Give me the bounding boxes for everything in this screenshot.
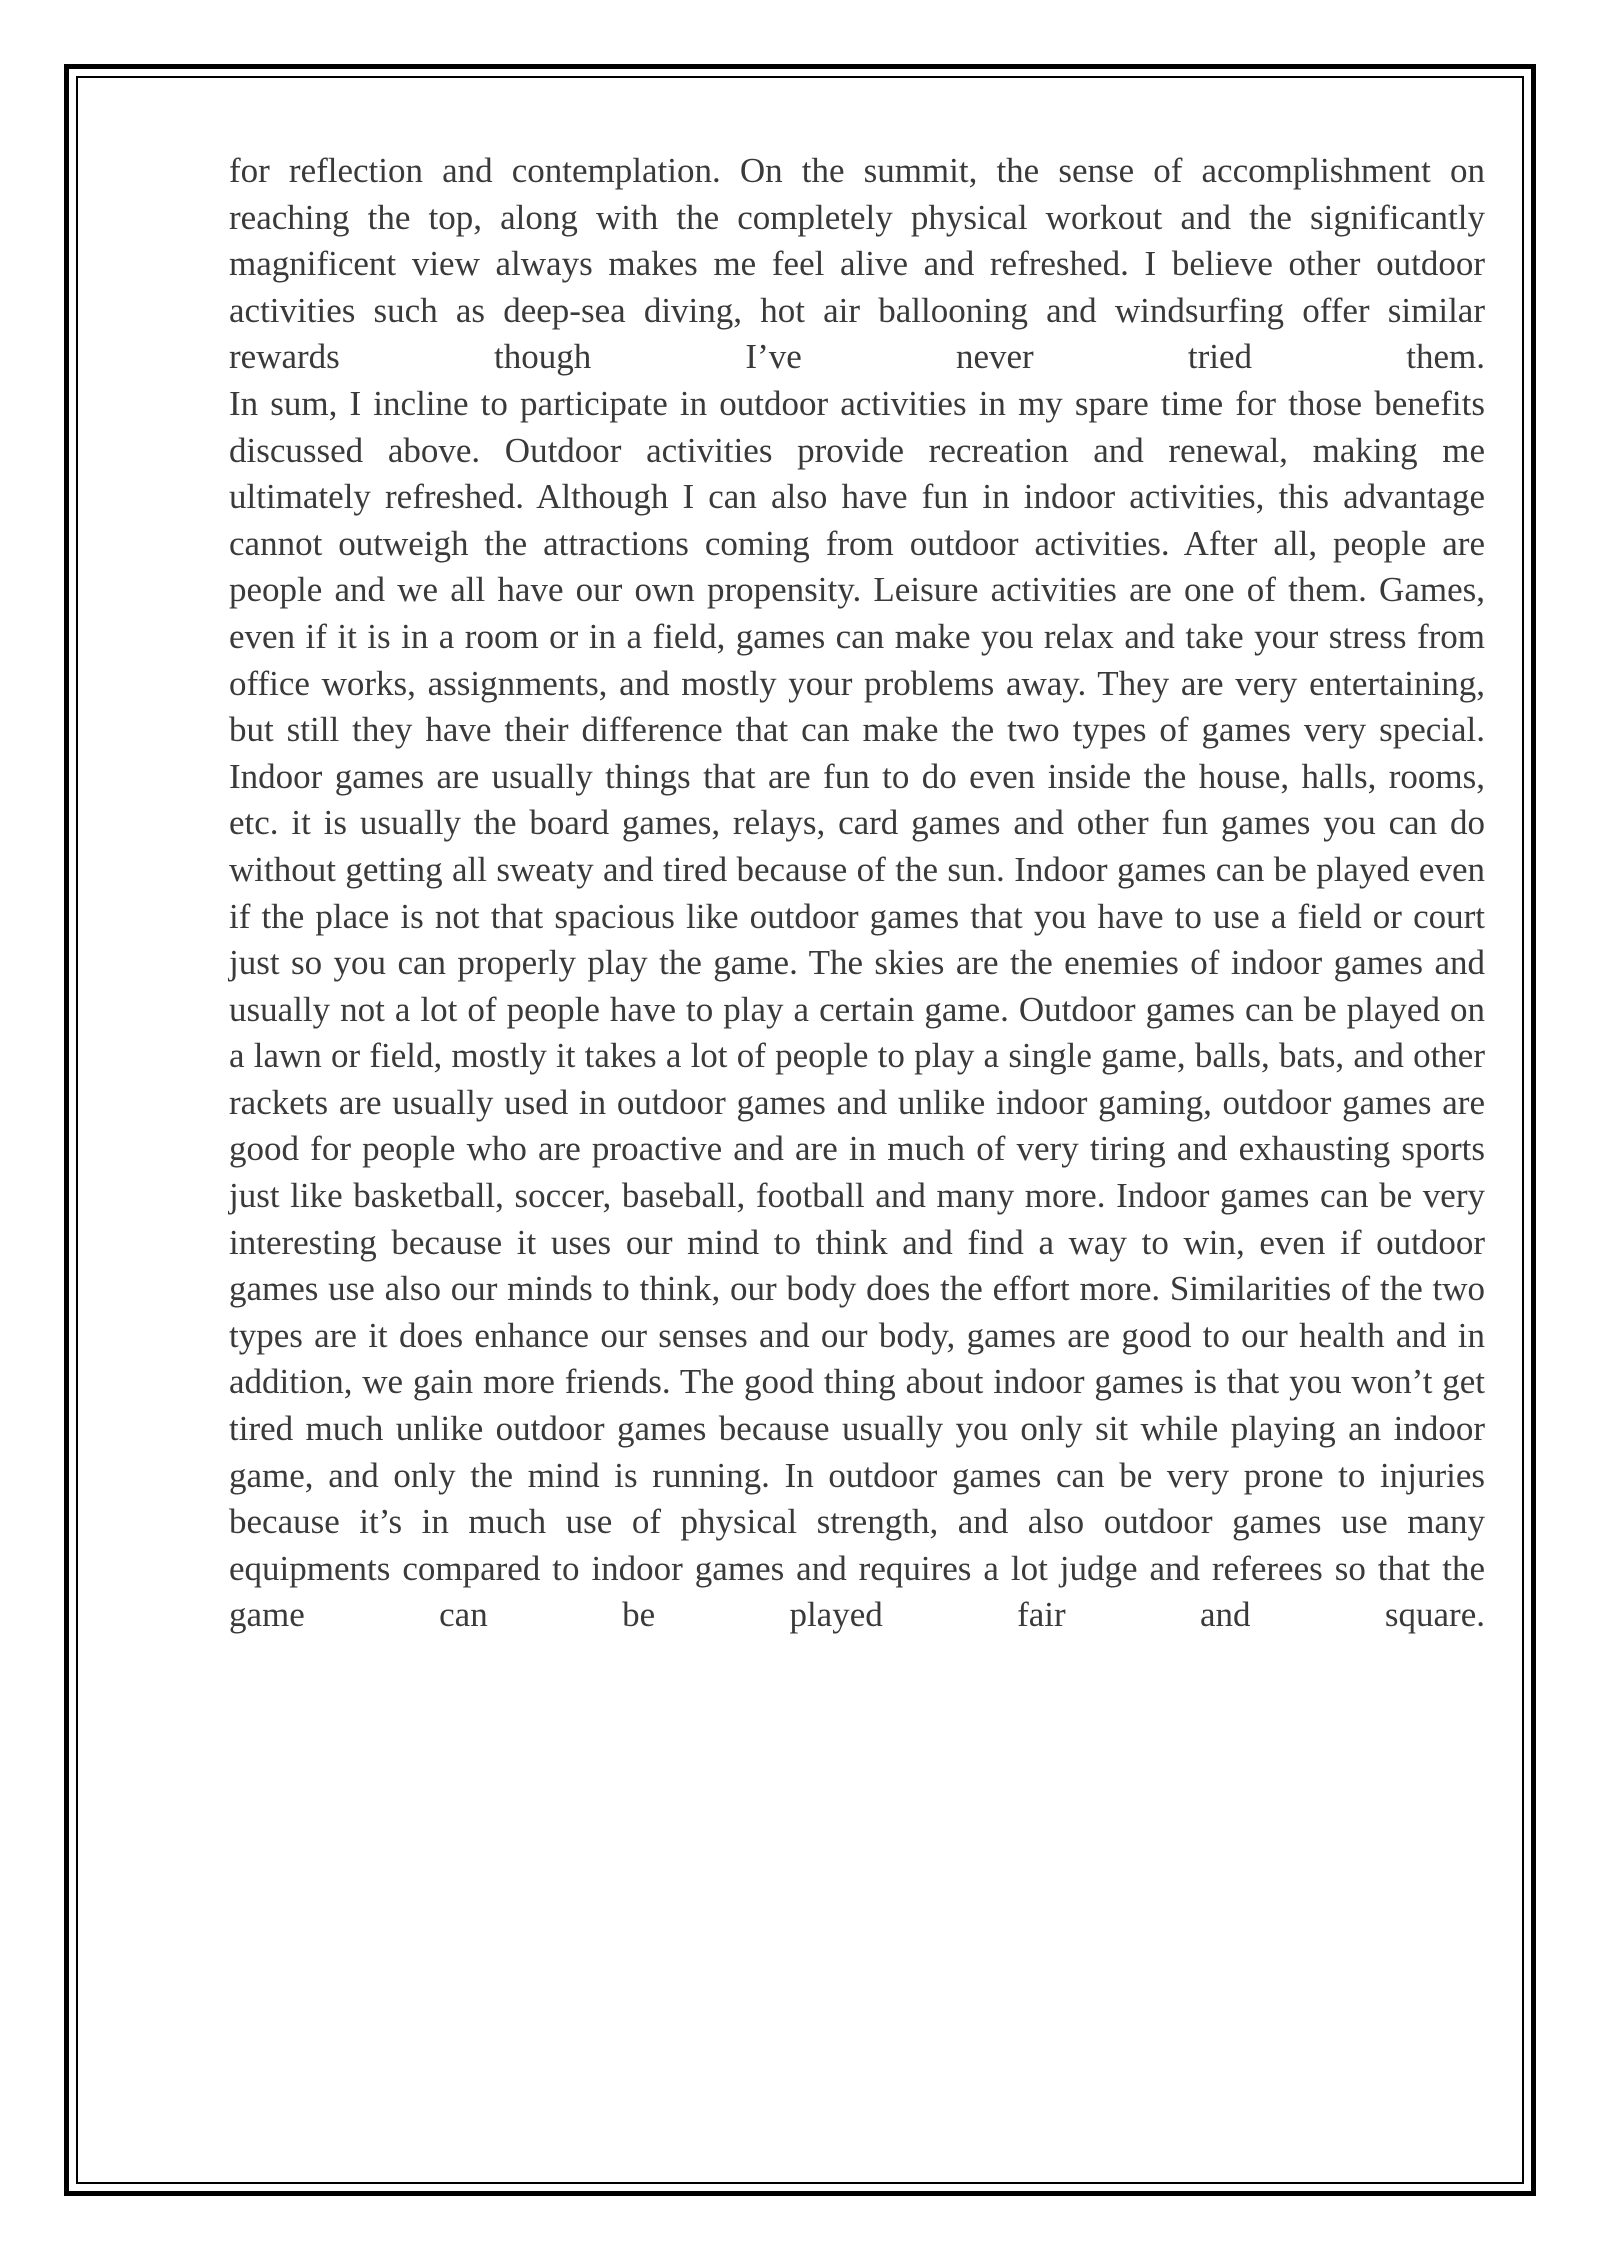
paragraph-1: for reflection and contemplation. On the summit, the sense of accomplishment on reaching the top, along with the completely physical workout and the significantly magnificent view always makes me feel alive and refreshed. I believe other outdoor activities such as deep-sea diving, hot air ballooning and windsurfing offer similar rewards though I’ve never tried them. xyxy=(229,151,1485,377)
paragraph-2: In sum, I incline to participate in outdoor activities in my spare time for those benefits discussed above. Outdoor activities provide recreation and renewal, making me ultimately refreshed. Although I can also have fun in indoor activities, this advantage cannot outweigh the attractions coming from outdoor activities. After all, people are people and we all have our own propensity. Leisure activities are one of them. Games, even if it is in a room or in a field, games can make you relax and take your stress from office works, assignments, and mostly your problems away. They are very entertaining, but still they have their difference that can make the two types of games very special. Indoor games are usually things that are fun to do even inside the house, halls, rooms, etc. it is usually the board games, relays, card games and other fun games you can do without getting all sweaty and tired because of the sun. Indoor games can be played even if the place is not that spacious like outdoor games that you have to use a field or court just so you can properly play the game. The skies are the enemies of indoor games and usually not a lot of people have to play a certain game. Outdoor games can be played on a lawn or field, mostly it takes a lot of people to play a single game, balls, bats, and other rackets are usually used in outdoor games and unlike indoor gaming, outdoor games are good for people who are proactive and are in much of very tiring and exhausting sports just like basketball, soccer, baseball, football and many more. Indoor games can be very interesting because it uses our mind to think and find a way to win, even if outdoor games use also our minds to think, our body does the effort more. Similarities of the two types are it does enhance our senses and our body, games are good to our health and in addition, we gain more friends. The good thing about indoor games is that you won’t get tired much unlike outdoor games because usually you only sit while playing an indoor game, and only the mind is running. In outdoor games can be very prone to injuries because it’s in much use of physical strength, and also outdoor games use many equipments compared to indoor games and requires a lot judge and referees so that the game can be played fair and square. xyxy=(229,383,1485,1635)
document-body xyxy=(229,148,1485,1639)
